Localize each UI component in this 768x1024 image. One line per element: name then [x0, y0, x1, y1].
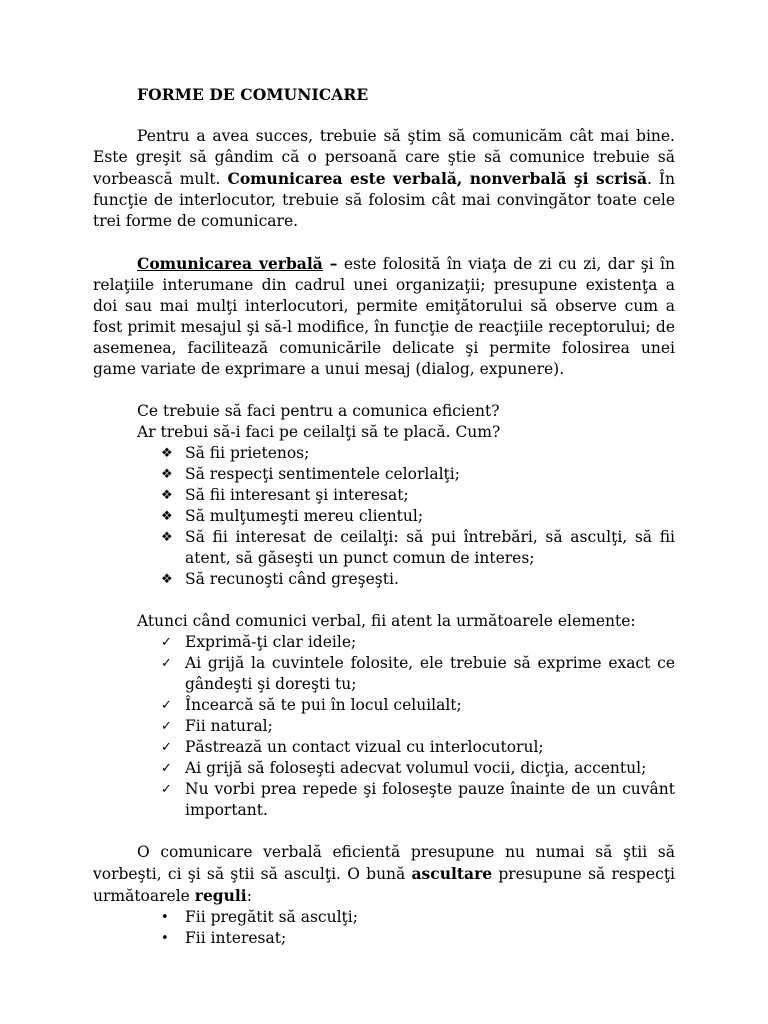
list-item-text: Ai grijă să foloseşti adecvat volumul vocii, dicţia, accentul;	[185, 759, 647, 777]
diamond-bullet-icon: ❖	[161, 530, 173, 545]
listening-text-1: O comunicare verbală eficientă presupune nu numai să ştii să vorbeşti, ci şi să ştii să asculţi. O bună	[93, 843, 675, 883]
list-item-text: Să fii prietenos;	[185, 444, 310, 462]
list-item	[161, 443, 675, 464]
list-item	[161, 737, 675, 758]
list-item-text: Să respecţi sentimentele celorlalţi;	[185, 465, 460, 483]
list-item	[161, 506, 675, 527]
rules-list	[93, 907, 675, 949]
check-bullet-icon: ✓	[161, 635, 172, 650]
check-bullet-icon: ✓	[161, 719, 172, 734]
diamond-bullet-icon: ❖	[161, 572, 173, 587]
list-item	[161, 779, 675, 821]
check-bullet-icon: ✓	[161, 761, 172, 776]
tips-list	[93, 443, 675, 590]
list-item	[161, 695, 675, 716]
diamond-bullet-icon: ❖	[161, 488, 173, 503]
list-item-text: Să fii interesant şi interesat;	[185, 486, 409, 504]
listening-bold-ascultare: ascultare	[411, 864, 493, 883]
list-item-text: Ai grijă la cuvintele folosite, ele trebuie să exprime exact ce gândeşti şi doreşti tu;	[185, 654, 675, 693]
dot-bullet-icon: •	[161, 931, 169, 946]
list-item-text: Exprimă-ţi clar ideile;	[185, 633, 357, 651]
list-item	[161, 716, 675, 737]
list-item	[161, 569, 675, 590]
intro-text-1: Pentru a avea succes, trebuie să ştim să comunicăm cât mai bine. Este greşit să gândim că o persoană care ştie să comunice trebuie să vorbească mult.	[93, 127, 675, 188]
question-1: Ce trebuie să faci pentru a comunica eficient?	[137, 402, 500, 420]
diamond-bullet-icon: ❖	[161, 446, 173, 461]
list-item-text: Să mulţumeşti mereu clientul;	[185, 507, 424, 525]
check-bullet-icon: ✓	[161, 698, 172, 713]
verbal-heading: Comunicarea verbală	[137, 254, 323, 273]
dot-bullet-icon: •	[161, 910, 169, 925]
list-item	[161, 928, 675, 949]
attention-intro: Atunci când comunici verbal, fii atent la următoarele elemente:	[137, 612, 636, 630]
listening-text-3: :	[246, 887, 252, 905]
check-bullet-icon: ✓	[161, 656, 172, 671]
list-item-text: Încearcă să te pui în locul celuilalt;	[185, 696, 462, 714]
diamond-bullet-icon: ❖	[161, 509, 173, 524]
listening-paragraph	[93, 842, 675, 907]
listening-bold-reguli: reguli	[194, 886, 247, 905]
intro-bold: Comunicarea este verbală, nonverbală şi scrisă	[227, 169, 647, 188]
document-title: FORME DE COMUNICARE	[137, 85, 369, 104]
check-bullet-icon: ✓	[161, 782, 172, 797]
list-item	[161, 632, 675, 653]
list-item-text: Nu vorbi prea repede şi foloseşte pauze înainte de un cuvânt important.	[185, 780, 675, 819]
list-item	[161, 907, 675, 928]
listening-text-2: presupune să respecţi următoarele	[93, 865, 676, 905]
list-item-text: Să recunoşti când greşeşti.	[185, 570, 399, 588]
intro-paragraph	[93, 126, 675, 232]
list-item-text: Fii interesat;	[185, 929, 287, 947]
list-item-text: Păstrează un contact vizual cu interlocutorul;	[185, 738, 544, 756]
question-2: Ar trebui să-i faci pe ceilalţi să te placă. Cum?	[137, 423, 501, 441]
diamond-bullet-icon: ❖	[161, 467, 173, 482]
attention-list	[93, 632, 675, 821]
list-item-text: Fii natural;	[185, 717, 273, 735]
list-item	[161, 653, 675, 695]
list-item	[161, 527, 675, 569]
verbal-paragraph	[93, 253, 675, 380]
list-item-text: Fii pregătit să asculţi;	[185, 908, 358, 926]
intro-text-2: . În funcţie de interlocutor, trebuie să folosim cât mai convingător toate cele trei forme de comunicare.	[93, 170, 676, 230]
list-item-text: Să fii interesat de ceilalţi: să pui întrebări, să asculţi, să fii atent, să găseşti un punct comun de interes;	[185, 528, 675, 567]
verbal-body: este folosită în viaţa de zi cu zi, dar şi în relaţiile interumane din cadrul unei organizaţii; presupune existenţa a doi sau mai mulţi interlocutori, permite emiţătorului să observe cum a fost primit mesajul şi să-l modifice, în funcţie de reacţiile receptorului; de asemenea, facilitează comunicările delicate şi permite folosirea unei game variate de exprimare a unui mesaj (dialog, expunere).	[93, 255, 675, 378]
verbal-dash: –	[322, 254, 338, 273]
list-item	[161, 758, 675, 779]
check-bullet-icon: ✓	[161, 740, 172, 755]
list-item	[161, 485, 675, 506]
list-item	[161, 464, 675, 485]
